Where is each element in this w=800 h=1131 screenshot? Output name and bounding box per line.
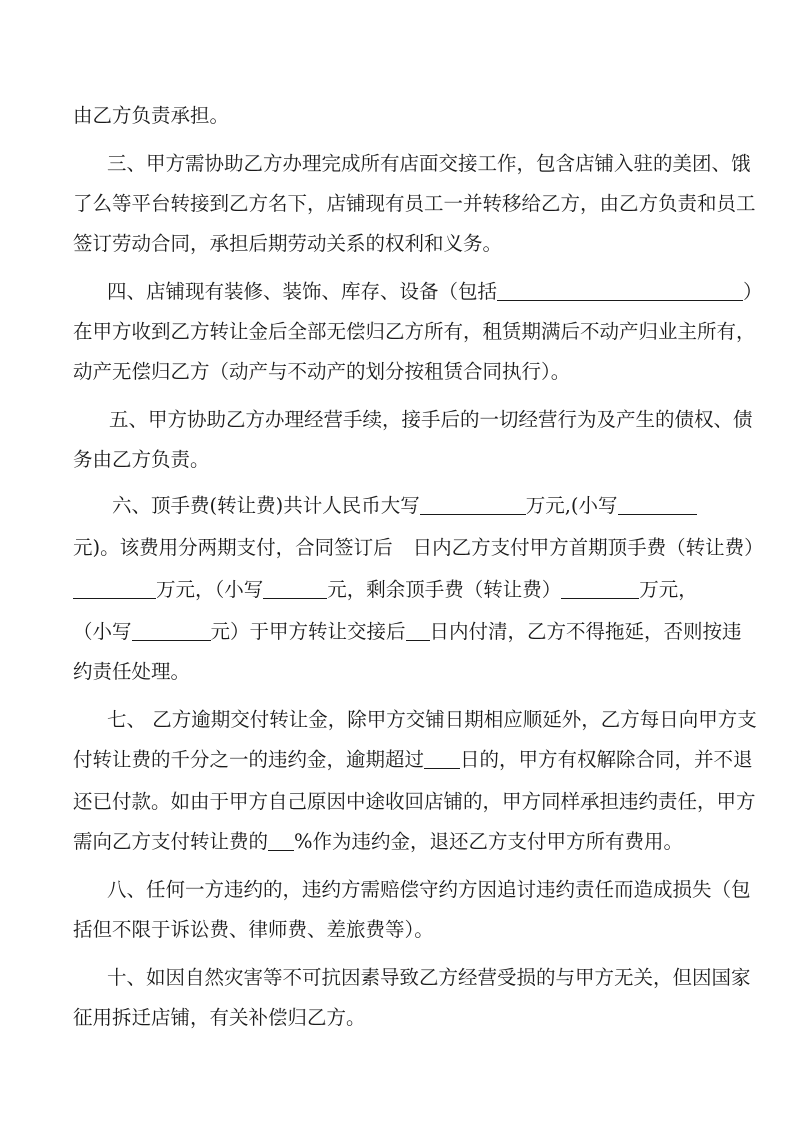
clause-3-line-2: 了么等平台转接到乙方名下，店铺现有员工一并转移给乙方，由乙方负责和员工 [73, 192, 756, 215]
clause-6-line-4 [73, 620, 742, 644]
clause-6-text-h: （小写 [73, 620, 132, 643]
clause-7-text-c: 需向乙方支付转让费的 [73, 830, 269, 853]
clause-6-text-e: 万元，（小写 [156, 578, 264, 601]
clause-6-text-c: 元)。该费用分两期支付，合同签订后 [73, 536, 393, 559]
clause-6-text-f: 元，剩余顶手费（转让费） [327, 578, 562, 601]
clause-6-text-j: 日内付清，乙方不得拖延，否则按违 [429, 620, 742, 643]
clause-6-text-b: 万元,(小写 [525, 494, 618, 517]
blank-penalty-percent [268, 831, 294, 851]
blank-days [406, 621, 430, 641]
clause-3-line-3: 签订劳动合同，承担后期劳动关系的权利和义务。 [73, 232, 503, 255]
blank-first-installment-figures [263, 579, 327, 599]
clause-7-text-d: %作为违约金，退还乙方支付甲方所有费用。 [294, 830, 684, 853]
clause-3-line-1: 三、甲方需协助乙方办理完成所有店面交接工作，包含店铺入驻的美团、饿 [107, 152, 751, 175]
clause-7-line-2 [73, 748, 753, 772]
blank-remaining-fee [561, 579, 639, 599]
clause-6-line-2 [73, 536, 764, 560]
clause-5-line-2: 务由乙方负责。 [73, 448, 210, 471]
clause-7-text-b: 日的，甲方有权解除合同，并不退 [460, 748, 753, 771]
clause-5-line-1: 五、甲方协助乙方办理经营手续，接手后的一切经营行为及产生的债权、债 [109, 408, 753, 431]
clause-4-line-2: 在甲方收到乙方转让金后全部无偿归乙方所有，租赁期满后不动产归业主所有， [73, 320, 756, 343]
clause-6-line-5: 约责任处理。 [73, 660, 191, 683]
clause-10-line-2: 征用拆迁店铺，有关补偿归乙方。 [73, 1006, 366, 1029]
intro-line-1: 由乙方负责承担。 [73, 104, 230, 127]
clause-4-text-b: ） [743, 280, 763, 303]
blank-fee-in-words [420, 495, 526, 515]
clause-7-line-1: 七、 乙方逾期交付转让金，除甲方交铺日期相应顺延外，乙方每日向甲方支 [107, 708, 757, 731]
clause-6-text-g: 万元， [639, 578, 698, 601]
clause-6-text-d: 日内乙方支付甲方首期顶手费（转让费） [412, 536, 764, 559]
blank-overdue-days [424, 749, 460, 769]
clause-4-line-3: 动产无偿归乙方（动产与不动产的划分按租赁合同执行）。 [73, 360, 571, 383]
clause-6-line-1 [112, 494, 697, 518]
clause-6-line-3 [73, 578, 698, 602]
clause-4-line-1 [107, 280, 763, 304]
clause-6-text-a: 六、顶手费(转让费)共计人民币大写 [112, 494, 420, 517]
clause-8-line-1: 八、任何一方违约的，违约方需赔偿守约方因追讨违约责任而造成损失（包 [107, 878, 751, 901]
clause-4-text-a: 四、店铺现有装修、装饰、库存、设备（包括 [107, 280, 498, 303]
clause-8-line-2: 括但不限于诉讼费、律师费、差旅费等）。 [73, 918, 434, 941]
blank-first-installment [73, 579, 156, 599]
clause-7-line-3: 还已付款。如由于甲方自己原因中途收回店铺的，甲方同样承担违约责任，甲方 [73, 790, 756, 813]
clause-7-text-a: 付转让费的千分之一的违约金，逾期超过 [73, 748, 425, 771]
clause-6-text-i: 元）于甲方转让交接后 [210, 620, 406, 643]
clause-7-line-4 [73, 830, 683, 854]
blank-remaining-figures [132, 621, 211, 641]
blank-fee-in-figures [618, 495, 697, 515]
blank-equipment-list [497, 281, 743, 301]
clause-10-line-1: 十、如因自然灾害等不可抗因素导致乙方经营受损的与甲方无关，但因国家 [107, 966, 751, 989]
